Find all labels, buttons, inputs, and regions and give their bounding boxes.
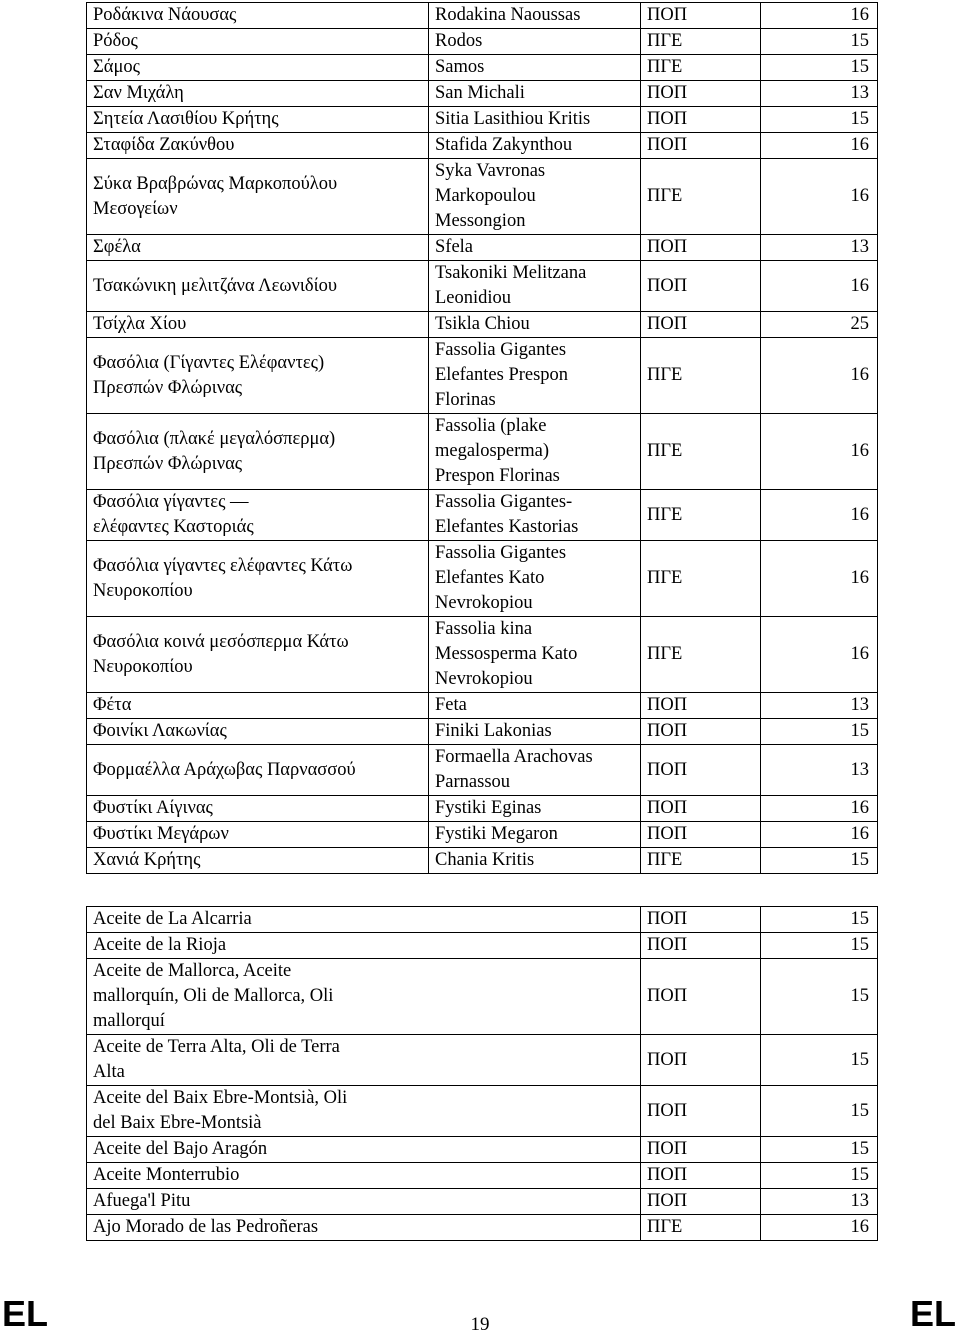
table-row xyxy=(87,1137,878,1163)
number-cell: 16 xyxy=(761,261,878,312)
greek-name-cell-line: Φοινίκι Λακωνίας xyxy=(93,721,227,741)
latin-name-cell xyxy=(429,107,641,133)
number-cell: 15 xyxy=(761,107,878,133)
number-cell: 13 xyxy=(761,745,878,796)
table-row xyxy=(87,617,878,693)
greek-name-cell xyxy=(87,719,429,745)
number-cell: 15 xyxy=(761,29,878,55)
latin-name-cell-line: Markopoulou xyxy=(435,186,536,206)
table-row xyxy=(87,745,878,796)
greek-name-cell xyxy=(87,55,429,81)
table-row xyxy=(87,541,878,617)
latin-name-cell-line: Fassolia kina xyxy=(435,619,533,639)
designation-type-cell: ΠΟΠ xyxy=(641,822,761,848)
latin-name-cell xyxy=(429,81,641,107)
greek-name-cell xyxy=(87,822,429,848)
latin-name-cell-line: Sitia Lasithiou Kritis xyxy=(435,109,591,129)
number-cell: 15 xyxy=(761,933,878,959)
latin-name-cell-line: Tsakoniki Melitzana xyxy=(435,263,587,283)
greek-name-cell xyxy=(87,693,429,719)
greek-name-cell xyxy=(87,107,429,133)
latin-name-cell-line: Parnassou xyxy=(435,772,511,792)
product-name-cell-line: Aceite de la Rioja xyxy=(93,935,227,955)
number-cell: 15 xyxy=(761,848,878,874)
number-cell: 13 xyxy=(761,1189,878,1215)
greek-name-cell-line: Σύκα Βραβρώνας Μαρκοπούλου xyxy=(93,173,338,194)
greek-name-cell-line: Νευροκοπίου xyxy=(93,580,193,601)
latin-name-cell-line: Samos xyxy=(435,57,485,77)
latin-name-cell-line: Messosperma Kato xyxy=(435,644,578,664)
table-row xyxy=(87,933,878,959)
latin-name-cell-line: Leonidiou xyxy=(435,288,512,308)
latin-name-cell xyxy=(429,312,641,338)
table-row xyxy=(87,1189,878,1215)
table-row xyxy=(87,693,878,719)
number-cell: 25 xyxy=(761,312,878,338)
latin-name-cell-line: Fassolia (plake xyxy=(435,416,547,436)
latin-name-cell xyxy=(429,338,641,414)
greek-name-cell-line: Τσακώνικη μελιτζάνα Λεωνιδίου xyxy=(93,275,337,296)
product-name-cell-line: Aceite de La Alcarria xyxy=(93,909,252,929)
greek-name-cell xyxy=(87,796,429,822)
latin-name-cell xyxy=(429,617,641,693)
number-cell: 16 xyxy=(761,159,878,235)
latin-name-cell-line: Fystiki Megaron xyxy=(435,824,558,844)
designation-type-cell: ΠΟΠ xyxy=(641,261,761,312)
greek-name-cell-line: Φυστίκι Μεγάρων xyxy=(93,824,229,844)
table-row xyxy=(87,312,878,338)
number-cell: 15 xyxy=(761,1137,878,1163)
greek-name-cell-line: Φασόλια γίγαντες — xyxy=(93,492,249,512)
latin-name-cell xyxy=(429,848,641,874)
greek-name-cell-line: Χανιά Κρήτης xyxy=(93,850,201,870)
product-name-cell-line: Afuega'l Pitu xyxy=(93,1191,191,1211)
table-row xyxy=(87,81,878,107)
table-row xyxy=(87,959,878,1035)
greek-name-cell xyxy=(87,338,429,414)
greek-name-cell-line: Σητεία Λασιθίου Κρήτης xyxy=(93,109,279,129)
number-cell: 16 xyxy=(761,490,878,541)
greek-name-cell xyxy=(87,3,429,29)
designation-type-cell: ΠΟΠ xyxy=(641,235,761,261)
table-row xyxy=(87,3,878,29)
number-cell: 16 xyxy=(761,822,878,848)
number-cell: 15 xyxy=(761,959,878,1035)
product-name-cell-line: mallorquí xyxy=(93,1011,165,1031)
latin-name-cell-line: Elefantes Kato xyxy=(435,568,545,588)
latin-name-cell-line: megalosperma) xyxy=(435,441,550,461)
designation-type-cell: ΠΓΕ xyxy=(641,541,761,617)
greek-name-cell-line: Ρόδος xyxy=(93,31,138,51)
product-name-cell xyxy=(87,1035,641,1086)
product-name-cell-line: Alta xyxy=(93,1062,125,1082)
number-cell: 15 xyxy=(761,719,878,745)
table-row xyxy=(87,414,878,490)
product-name-cell-line: del Baix Ebre-Montsià xyxy=(93,1113,262,1133)
number-cell: 15 xyxy=(761,1163,878,1189)
latin-name-cell xyxy=(429,693,641,719)
designation-type-cell: ΠΟΠ xyxy=(641,933,761,959)
number-cell: 15 xyxy=(761,1086,878,1137)
greek-name-cell-line: Φορμαέλλα Αράχωβας Παρνασσού xyxy=(93,759,356,780)
greek-name-cell xyxy=(87,312,429,338)
latin-name-cell-line: San Michali xyxy=(435,83,525,103)
designation-type-cell: ΠΓΕ xyxy=(641,848,761,874)
number-cell: 15 xyxy=(761,55,878,81)
product-name-cell xyxy=(87,907,641,933)
greek-name-cell xyxy=(87,745,429,796)
latin-name-cell-line: Florinas xyxy=(435,390,496,410)
greek-name-cell-line: Φασόλια κοινά μεσόσπερμα Κάτω xyxy=(93,631,349,652)
product-name-cell-line: mallorquín, Oli de Mallorca, Oli xyxy=(93,986,334,1006)
table-row xyxy=(87,29,878,55)
product-name-cell xyxy=(87,1163,641,1189)
number-cell: 16 xyxy=(761,3,878,29)
latin-name-cell xyxy=(429,3,641,29)
product-name-cell-line: Aceite del Bajo Aragón xyxy=(93,1139,268,1159)
greek-name-cell xyxy=(87,414,429,490)
greek-name-cell-line: Πρεσπών Φλώρινας xyxy=(93,453,243,474)
designation-type-cell: ΠΓΕ xyxy=(641,159,761,235)
latin-name-cell-line: Fassolia Gigantes xyxy=(435,543,567,563)
latin-name-cell-line: Tsikla Chiou xyxy=(435,314,530,334)
number-cell: 13 xyxy=(761,81,878,107)
designation-type-cell: ΠΟΠ xyxy=(641,312,761,338)
number-cell: 13 xyxy=(761,693,878,719)
latin-name-cell-line: Rodakina Naoussas xyxy=(435,5,581,25)
designation-type-cell: ΠΓΕ xyxy=(641,490,761,541)
table-row xyxy=(87,159,878,235)
designation-type-cell: ΠΟΠ xyxy=(641,745,761,796)
latin-name-cell-line: Prespon Florinas xyxy=(435,466,560,486)
number-cell: 16 xyxy=(761,541,878,617)
table-row xyxy=(87,490,878,541)
latin-name-cell-line: Chania Kritis xyxy=(435,850,535,870)
table-row xyxy=(87,338,878,414)
product-name-cell-line: Aceite del Baix Ebre-Montsià, Oli xyxy=(93,1088,348,1108)
greek-name-cell xyxy=(87,541,429,617)
latin-name-cell xyxy=(429,541,641,617)
designation-type-cell: ΠΟΠ xyxy=(641,796,761,822)
latin-name-cell xyxy=(429,261,641,312)
designation-type-cell: ΠΟΠ xyxy=(641,3,761,29)
latin-name-cell-line: Messongion xyxy=(435,211,526,231)
latin-name-cell xyxy=(429,133,641,159)
designation-type-cell: ΠΓΕ xyxy=(641,1215,761,1241)
table-row xyxy=(87,235,878,261)
greek-name-cell-line: Ροδάκινα Νάουσας xyxy=(93,5,237,25)
latin-name-cell xyxy=(429,159,641,235)
greek-name-cell-line: Φασόλια γίγαντες ελέφαντες Κάτω xyxy=(93,555,353,576)
latin-name-cell xyxy=(429,745,641,796)
latin-name-cell-line: Stafida Zakynthou xyxy=(435,135,573,155)
latin-name-cell-line: Fassolia Gigantes- xyxy=(435,492,573,512)
latin-name-cell-line: Finiki Lakonias xyxy=(435,721,552,741)
product-name-cell xyxy=(87,1189,641,1215)
designation-type-cell: ΠΓΕ xyxy=(641,29,761,55)
footer-language-code-right: EL xyxy=(909,1293,956,1334)
table-row xyxy=(87,1215,878,1241)
number-cell: 16 xyxy=(761,1215,878,1241)
greek-name-cell-line: ελέφαντες Καστοριάς xyxy=(93,517,254,537)
number-cell: 13 xyxy=(761,235,878,261)
designation-type-cell: ΠΟΠ xyxy=(641,133,761,159)
greek-name-cell-line: Φασόλια (πλακέ μεγαλόσπερμα) xyxy=(93,428,336,449)
latin-name-cell-line: Feta xyxy=(435,695,467,715)
table-row xyxy=(87,822,878,848)
latin-name-cell xyxy=(429,414,641,490)
table-row xyxy=(87,1086,878,1137)
greek-name-cell xyxy=(87,159,429,235)
designation-type-cell: ΠΓΕ xyxy=(641,414,761,490)
latin-name-cell-line: Nevrokopiou xyxy=(435,593,533,613)
greek-name-cell xyxy=(87,848,429,874)
latin-name-cell xyxy=(429,490,641,541)
number-cell: 16 xyxy=(761,414,878,490)
latin-name-cell-line: Nevrokopiou xyxy=(435,669,533,689)
latin-name-cell-line: Formaella Arachovas xyxy=(435,747,593,767)
greek-name-cell xyxy=(87,261,429,312)
table-row xyxy=(87,796,878,822)
footer-language-code-left: EL xyxy=(2,1293,49,1334)
number-cell: 16 xyxy=(761,133,878,159)
designation-type-cell: ΠΟΠ xyxy=(641,959,761,1035)
greek-name-cell xyxy=(87,133,429,159)
product-name-cell-line: Ajo Morado de las Pedroñeras xyxy=(93,1217,319,1237)
greek-name-cell-line: Σταφίδα Ζακύνθου xyxy=(93,135,235,155)
number-cell: 15 xyxy=(761,1035,878,1086)
latin-name-cell xyxy=(429,55,641,81)
latin-name-cell xyxy=(429,822,641,848)
product-name-cell xyxy=(87,1215,641,1241)
designation-type-cell: ΠΟΠ xyxy=(641,1189,761,1215)
latin-name-cell-line: Fystiki Eginas xyxy=(435,798,542,818)
table-row xyxy=(87,1163,878,1189)
table-row xyxy=(87,907,878,933)
table-row xyxy=(87,261,878,312)
product-name-cell xyxy=(87,959,641,1035)
latin-name-cell-line: Sfela xyxy=(435,237,474,257)
greek-name-cell-line: Μεσογείων xyxy=(93,198,178,219)
greek-name-cell-line: Σάμος xyxy=(93,57,140,77)
table-row xyxy=(87,1035,878,1086)
greek-name-cell-line: Τσίχλα Χίου xyxy=(93,314,187,334)
table-row xyxy=(87,133,878,159)
latin-name-cell xyxy=(429,235,641,261)
designation-type-cell: ΠΟΠ xyxy=(641,719,761,745)
spanish-product-table-body xyxy=(87,907,878,1241)
designation-type-cell: ΠΟΠ xyxy=(641,81,761,107)
latin-name-cell xyxy=(429,796,641,822)
greek-name-cell xyxy=(87,617,429,693)
greek-name-cell xyxy=(87,81,429,107)
spanish-product-table xyxy=(86,906,878,1241)
greek-name-cell-line: Φυστίκι Αίγινας xyxy=(93,798,213,818)
table-row xyxy=(87,719,878,745)
greek-name-cell xyxy=(87,235,429,261)
number-cell: 16 xyxy=(761,796,878,822)
greek-name-cell xyxy=(87,29,429,55)
greek-name-cell-line: Νευροκοπίου xyxy=(93,656,193,677)
greek-name-cell-line: Πρεσπών Φλώρινας xyxy=(93,377,243,398)
product-name-cell-line: Aceite de Mallorca, Aceite xyxy=(93,961,292,981)
designation-type-cell: ΠΟΠ xyxy=(641,1137,761,1163)
greek-product-table-body xyxy=(87,3,878,874)
designation-type-cell: ΠΟΠ xyxy=(641,907,761,933)
greek-product-table xyxy=(86,2,878,874)
latin-name-cell-line: Elefantes Kastorias xyxy=(435,517,579,537)
latin-name-cell xyxy=(429,719,641,745)
table-row xyxy=(87,55,878,81)
table-row xyxy=(87,848,878,874)
designation-type-cell: ΠΟΠ xyxy=(641,1163,761,1189)
designation-type-cell: ΠΟΠ xyxy=(641,107,761,133)
designation-type-cell: ΠΟΠ xyxy=(641,1035,761,1086)
designation-type-cell: ΠΓΕ xyxy=(641,55,761,81)
number-cell: 15 xyxy=(761,907,878,933)
table-row xyxy=(87,107,878,133)
number-cell: 16 xyxy=(761,617,878,693)
designation-type-cell: ΠΓΕ xyxy=(641,617,761,693)
product-name-cell xyxy=(87,1137,641,1163)
designation-type-cell: ΠΟΠ xyxy=(641,1086,761,1137)
designation-type-cell: ΠΓΕ xyxy=(641,338,761,414)
page-number: 19 xyxy=(470,1314,490,1335)
product-name-cell xyxy=(87,933,641,959)
number-cell: 16 xyxy=(761,338,878,414)
product-name-cell xyxy=(87,1086,641,1137)
latin-name-cell-line: Syka Vavronas xyxy=(435,161,546,181)
product-name-cell-line: Aceite Monterrubio xyxy=(93,1165,240,1185)
designation-type-cell: ΠΟΠ xyxy=(641,693,761,719)
greek-name-cell xyxy=(87,490,429,541)
latin-name-cell xyxy=(429,29,641,55)
greek-name-cell-line: Σφέλα xyxy=(93,237,141,257)
greek-name-cell-line: Φέτα xyxy=(93,695,132,715)
latin-name-cell-line: Rodos xyxy=(435,31,483,51)
greek-name-cell-line: Σαν Μιχάλη xyxy=(93,83,184,103)
greek-name-cell-line: Φασόλια (Γίγαντες Ελέφαντες) xyxy=(93,352,325,373)
latin-name-cell-line: Elefantes Prespon xyxy=(435,365,569,385)
product-name-cell-line: Aceite de Terra Alta, Oli de Terra xyxy=(93,1037,340,1057)
latin-name-cell-line: Fassolia Gigantes xyxy=(435,340,567,360)
